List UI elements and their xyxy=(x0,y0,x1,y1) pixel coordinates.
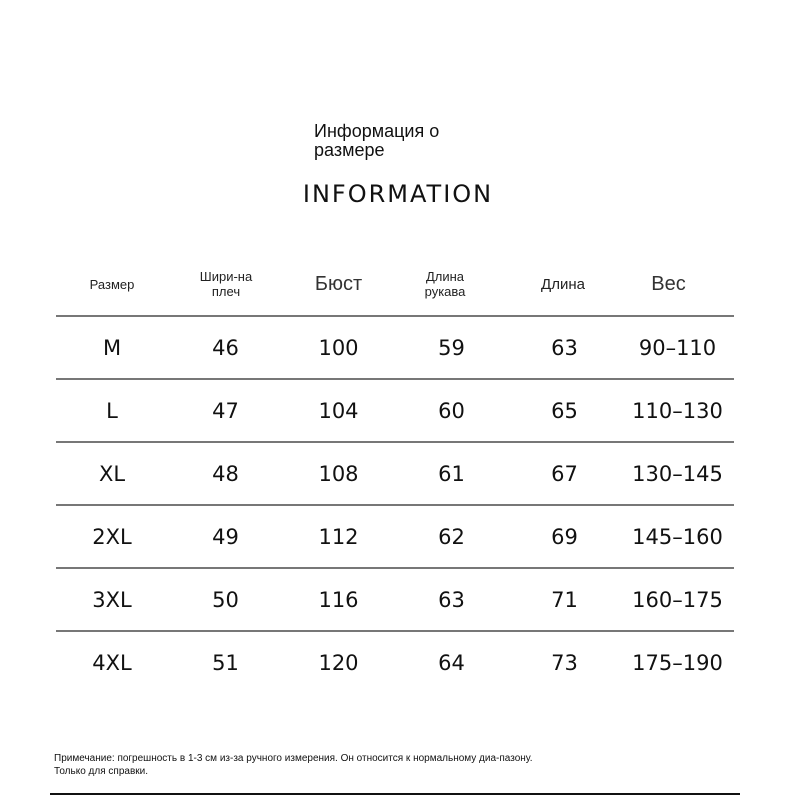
cell-bust: 100 xyxy=(318,335,359,360)
cell-size: L xyxy=(106,398,118,423)
table-row xyxy=(56,569,734,630)
cell-bust: 108 xyxy=(318,461,359,486)
title-english: INFORMATION xyxy=(302,180,494,208)
table-row xyxy=(56,317,734,378)
header-sleeve-length xyxy=(395,253,495,315)
cell-weight: 130–145 xyxy=(632,461,723,486)
header-shoulder-width-label: Шири-на плеч xyxy=(199,269,253,299)
cell-bust: 120 xyxy=(318,650,359,675)
size-table xyxy=(56,253,734,693)
cell-shoulder-width: 49 xyxy=(212,524,239,549)
cell-weight: 160–175 xyxy=(632,587,723,612)
cell-length: 69 xyxy=(551,524,578,549)
cell-size: M xyxy=(102,335,122,360)
cell-length: 67 xyxy=(551,461,578,486)
header-shoulder-width xyxy=(176,253,276,315)
title-russian: Информация о размере xyxy=(314,121,440,160)
table-header-row xyxy=(56,253,734,315)
cell-sleeve-length: 62 xyxy=(438,524,465,549)
cell-size: XL xyxy=(98,461,126,486)
cell-size: 4XL xyxy=(92,650,132,675)
cell-sleeve-length: 61 xyxy=(438,461,465,486)
cell-size: 3XL xyxy=(92,587,132,612)
cell-shoulder-width: 50 xyxy=(212,587,239,612)
cell-weight: 110–130 xyxy=(632,398,723,423)
table-row xyxy=(56,506,734,567)
table-row xyxy=(56,632,734,693)
bottom-divider xyxy=(50,793,740,795)
header-weight: Вес xyxy=(651,272,686,295)
cell-shoulder-width: 51 xyxy=(212,650,239,675)
cell-sleeve-length: 59 xyxy=(438,335,465,360)
cell-shoulder-width: 47 xyxy=(212,398,239,423)
cell-shoulder-width: 48 xyxy=(212,461,239,486)
cell-bust: 116 xyxy=(318,587,359,612)
cell-length: 71 xyxy=(551,587,578,612)
table-row xyxy=(56,380,734,441)
table-row xyxy=(56,443,734,504)
cell-length: 63 xyxy=(551,335,578,360)
cell-shoulder-width: 46 xyxy=(212,335,239,360)
footnote: Примечание: погрешность в 1-3 см из-за ручного измерения. Он относится к нормальному диа-пазону. Только для справки. xyxy=(54,753,533,777)
cell-bust: 104 xyxy=(318,398,359,423)
cell-sleeve-length: 60 xyxy=(438,398,465,423)
cell-size: 2XL xyxy=(92,524,132,549)
cell-sleeve-length: 64 xyxy=(438,650,465,675)
cell-sleeve-length: 63 xyxy=(438,587,465,612)
header-size: Размер xyxy=(89,276,135,292)
header-length: Длина xyxy=(541,275,585,293)
cell-weight: 90–110 xyxy=(638,335,717,360)
cell-weight: 145–160 xyxy=(632,524,723,549)
cell-bust: 112 xyxy=(318,524,359,549)
cell-weight: 175–190 xyxy=(632,650,723,675)
header-sleeve-length-label: Длина рукава xyxy=(424,269,466,299)
header-bust: Бюст xyxy=(314,272,363,295)
cell-length: 73 xyxy=(551,650,578,675)
cell-length: 65 xyxy=(551,398,578,423)
